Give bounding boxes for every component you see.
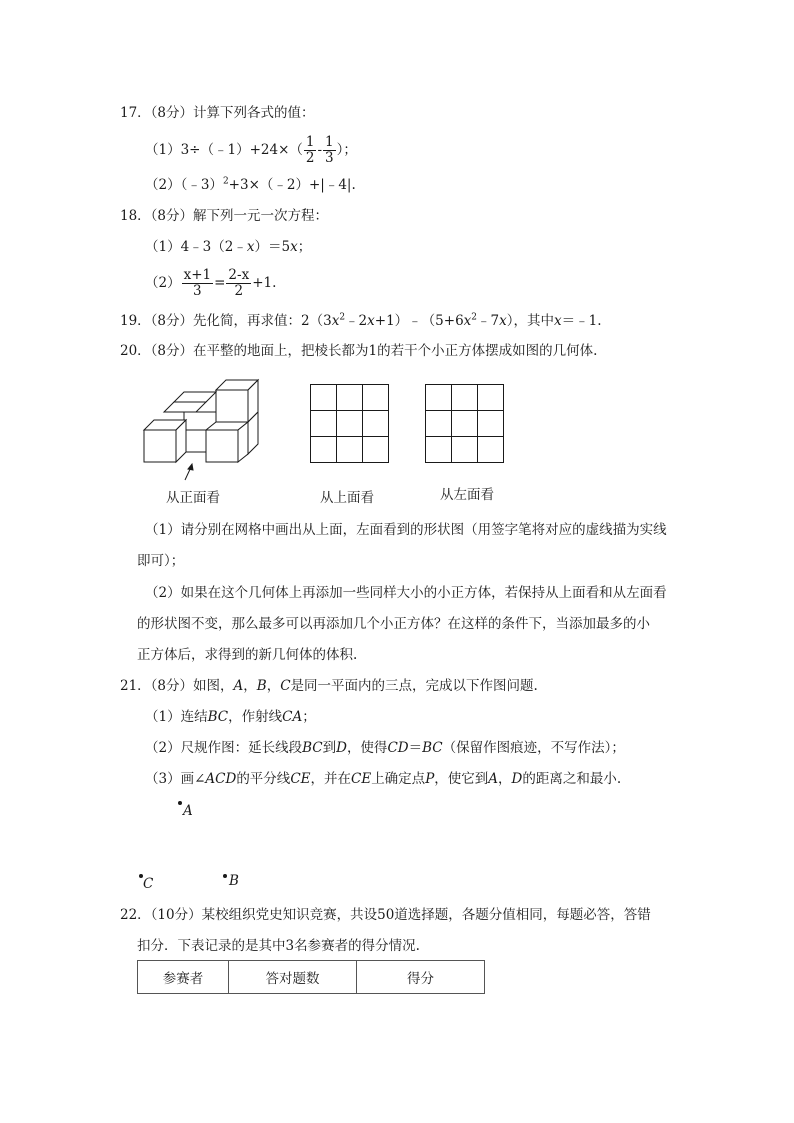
q20-part2-line3: 正方体后，求得到的新几何体的体积. [137, 647, 358, 663]
q17-part2: （2）（﹣3）$^2$+3×（﹣2）+|﹣4|. [145, 176, 356, 193]
cube-solid-figure [130, 372, 280, 492]
caption-top-view: 从上面看 [320, 490, 374, 506]
table-header-cell: 答对题数 [229, 961, 357, 994]
q20-part1-line2: 即可）； [137, 553, 185, 569]
q18-part1: （1）4﹣3（2﹣x）＝5x； [145, 239, 312, 255]
left-view-grid[interactable] [425, 384, 505, 464]
cube-face [206, 430, 238, 462]
cube-face [216, 390, 248, 422]
arrow-head-icon [188, 464, 193, 470]
q17-stem: 17．（8分）计算下列各式的值： [120, 105, 315, 121]
q18-stem: 18．（8分）解下列一元一次方程： [120, 208, 329, 224]
cube-face [144, 430, 176, 462]
fraction: $\frac{2-x}{2}$ [228, 267, 250, 299]
fraction: $\frac{1}{3}$ [325, 134, 334, 166]
point-b-dot [223, 874, 227, 878]
q20-stem: 20．（8分）在平整的地面上，把棱长都为1的若干个小正方体摆成如图的几何体. [120, 343, 598, 359]
top-view-grid[interactable] [310, 384, 390, 464]
table-header-cell: 得分 [357, 961, 485, 994]
caption-front-view: 从正面看 [166, 490, 220, 506]
point-c-label: C [143, 876, 154, 892]
point-a-label: A [183, 803, 193, 819]
q19-text: 19．（8分）先化简，再求值：$2(3x^2﹣2x+1)﹣(5+6x^2﹣7x)$，其中x＝﹣1. [120, 312, 602, 329]
q22-line1: 22．（10分）某校组织党史知识竞赛，共设50道选择题，各题分值相同，每题必答，答错 [120, 907, 651, 923]
table-header-cell: 参赛者 [138, 961, 229, 994]
q22-line2: 扣分．下表记录的是其中3名参赛者的得分情况. [137, 938, 420, 954]
q18-part2: （2） $\frac{x+1}{3}$ = $\frac{2-x}{2}$ +1. [145, 267, 277, 299]
point-a-dot [178, 801, 182, 805]
cube-face [174, 392, 216, 402]
point-b-label: B [229, 873, 239, 889]
caption-left-view: 从左面看 [440, 487, 494, 503]
q21-part2: （2）尺规作图：延长线段BC到D，使得CD＝BC（保留作图痕迹，不写作法）； [145, 740, 625, 756]
q21-stem: 21．（8分）如图，A，B，C是同一平面内的三点，完成以下作图问题. [120, 678, 538, 694]
fraction: $\frac{x+1}{3}$ [183, 267, 212, 299]
score-table [137, 960, 485, 994]
q20-part1-line1: （1）请分别在网格中画出从上面，左面看到的形状图（用签字笔将对应的虚线描为实线 [145, 522, 667, 538]
q21-part3: （3）画∠ACD的平分线CE，并在CE上确定点P，使它到A，D的距离之和最小. [145, 771, 622, 787]
q17-part1: （1）3÷（﹣1）+24×（ $\frac{1}{2}$ - $\frac{1}{3}$ ）； [145, 134, 357, 166]
q21-part1: （1）连结BC，作射线CA； [145, 709, 316, 725]
q20-part2-line2: 的形状图不变，那么最多可以再添加几个小正方体？在这样的条件下，当添加最多的小 [137, 616, 650, 632]
table-header-row [138, 961, 485, 994]
cube-face [164, 402, 206, 412]
q20-part2-line1: （2）如果在这个几何体上再添加一些同样大小的小正方体，若保持从上面看和从左面看 [145, 585, 667, 601]
fraction: $\frac{1}{2}$ [305, 134, 315, 166]
